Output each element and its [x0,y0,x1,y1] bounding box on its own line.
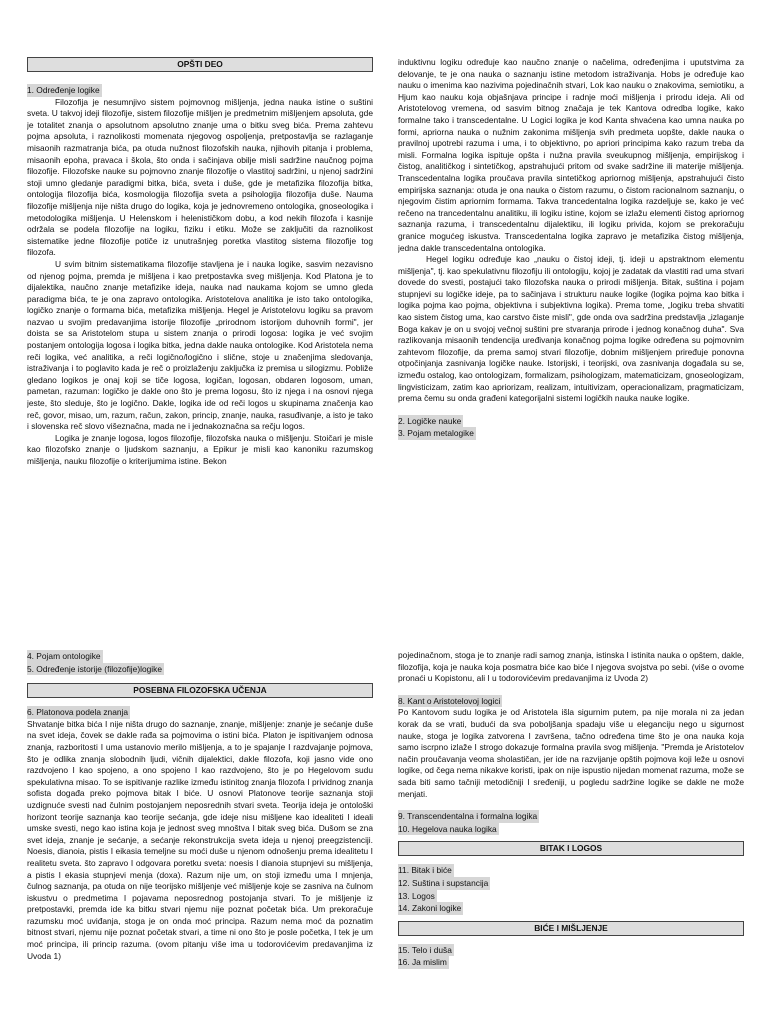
page2-left-column [27,650,373,1024]
heading-sustina-i-supstancija: 12. Suština i supstancija [398,877,489,888]
paragraph: Logika je znanje logosa, logos filozofije, filozofska nauka o mišljenju. Stoičari je misle kao filozofsko znanje o ljudskom saznanju, a Epikur je misli kao kanoniku razumskog mišljenja, nauku filozofije o kriterijumima istine. Bekon [27,432,373,466]
paragraph: Po Kantovom sudu logika je od Aristotela išla sigurnim putem, pa nije morala ni za jedan korak da se vrati, budući da sva poboljšanja spadaju više u eleganciju nego u sigurnost nauke, stoga je logika zatvorena I završena, tačno određena time što je ona nauka koja samo iscrpno izlaže I strogo dokazuje formalna pravila svog mišljenja. "Premda je Aristotelov način proučavanja veoma sholastičan, jer ide na razvijanje opštih pojmova koji leže u osnovi logike, od čega nema nikakve koristi, ipak on nije ispustio nijedan momenat razuma, može se sada biti samo tačniji metodičniji I sređeniji, u pogledu sadržine logike se dakle ne može menjati. [398,707,744,799]
paragraph: Shvatanje bitka bića I nije ništa drugo do saznanje, znanje, mišljenje: znanje je sećanje duše na svet ideja, čovek se dakle rađa sa pojmovima o istini bića. Platon je ispitivanjem odnosa znanja, razboritosti I uma ustanovio merilo mišljenja, a to je spajanje I razdvajanje pojmova, što je odlika znanja slobodnih ljudi, vičnih dijalektici, dakle filozofa, koji jasno vide ono razdvojeno I kao spojeno, a ono spojeno I kao razdvojeno, što je po Hegelovom sudu spekulativna misao. To se ispitivanje razlike između istinitog znanja filozofa I prividnog znanja sofista događa preko pojmova bitak I biće. U osnovi Platonove teorije saznanja stoji uzdignuće svesti nad čulnim postojanjem neposrednih stvari sveta. Teorija ideja je ontološki horizont teorije saznanja kao teorije sećanja, gde ideje nisu mišljene kao idealiteti I ideali umske svesti, nego kao istina koja je jednost sveg mnoštva I bitak sveg bića. Dušom se zna svet ideja, znanje je sećanje, a sećanje rekonstrukcija sveta ideja u njenoj preegzistenciji. Noesis, dianoia, pistis I eikasia temeljne su moći duše u njenom odnošenju prema idealitetu I realitetu sveta. što zapravo I odgovara poretku sveta: noesis I dianoia stupnjevi su mišljenja, a pistis I ekasia stupnjevi menja (doxa). Razum nije um, on stoji između uma I mnjenja, čulnog saznanja, pa otuda on nije teorijsko mišljenje već mišljenje koje se zasniva na čulnom iskustvu o predmetima I pojavama neposrednog postojanja stvari. To je mišljenje iz pretpostavki, premda ide ka bitku stvari njemu nije poznat početak bića. Um prekoračuje razumsku moć uviđanja, stoga je on onda moć principa. Razum nema moć da poznatim bitnost stvari, njemu nije poznat početak stvari, a time ni ono što je posle početka, I tek je um moć principa, ili princip razuma. (ovom pitanju više ima u todorovićevim predavanjima iz Uvoda 1) [27,718,373,961]
paragraph: Filozofija je nesumnjivo sistem pojmovnog mišljenja, jedna nauka istine o suštini sveta. U takvoj ideji filozofije, sistem filozofije mišljen je predmetnim mišljenjem apsoluta, gde je totalitet znanja o apsolutnom apsolutno znanje uma o bitku sveg bića. Prema zahtevu pojma apsoluta, i raznolikosti momenata njegovog ospoljenja, pretpostavlja se razlaganje misaonih razmatranja bića, pa otuda nužnost filozofskih nauka, njihovih pitanja i problema, misaonih epoha, pravaca i škola, što onda i sačinjava obilje misli sadržine naučnog pojma filozofije. Filozofske nauke su pojmovno znanje filozofije o vlastitoj sadržini, u njenoj sadržini stoji umno gledanje paradigmi bitka, bića, sveta i duše, gde je metafizika filozofija bitka, ontologija filozofija bića, kosmologija filozofija sveta a psihologija filozofija duše. Nauma filozofije mišljenja nije ništa drugo do logika, koja je jednovremeno ontologika, gnoseologika i metodologika mišljenja. U Helenskom i helenističkom dobu, a kod nekih filozofa i kasnije održala se podela filozofije na logiku, fiziku i etiku. Može se zaključiti da raznolikost sistematike jedne filozofije potiče iz unutrašnjeg poretka vlastitog sistema filozofije tog filozofa. [27,96,373,258]
heading-hegelova-nauka-logika: 10. Hegelova nauka logika [398,823,497,834]
heading-bitak-i-bice: 11. Bitak i biće [398,865,452,876]
section-title-posebna-ucenja: POSEBNA FILOZOFSKA UČENJA [27,683,373,698]
section-title-bice-i-misljenje: BIĆE I MIŠLJENJE [398,921,744,936]
section-title-opsti-deo: OPŠTI DEO [27,57,373,72]
heading-telo-i-dusa: 15. Telo i duša [398,944,452,955]
page1-left-column [27,57,373,468]
paragraph: induktivnu logiku određuje kao naučno znanje o načelima, određenjima i uputstvima za delovanje, te je ona nauka o saznanju istine metodom istraživanja. Hobs je određuje kao nauku o imenima kao nazivima pojedinačnih stvari, Lok kao nauku o znakovima, semiotiku, a Hjum kao nauku koja objašnjava principe i radnje moći mišljenja i prirodu ideja. Ali od Aristotelovog vremena, od sasvim bitnog značaja je tek Kantova odredba logike, kako formalne tako i transcedentalne. U Logici logika je kod Kanta shvaćena kao umna nauka po formi, apriorna nauka o nužnim zakonima mišljenja svih predmeta uopšte, dakle nauka o pravilnoj upotrebi razuma i uma, i to objektivno, po apriori principima kako razum treba da misli. Formalna logika ispituje opšta i nužna pravila sveukupnog mišljenja, empirijskog i čistog, analitičkog i sintetičkog, apstrahujući pritom od svake sadržine ili materije mišljenja. Transcedentalna logika proučava pravila sintetičkog apriornog mišljenja, apstrahujući čisto empirijska saznanja: otuda je ona nauka o čistom razumu, o čistom racionalnom saznanju, o njegovim čistim apriornim formama. Takva trancedentalna logika razdeljuje se, kako je već rečeno na trancedentalnu analitiku, ili logiku istine, kojom se izlažu elementi čistog apriornog saznanja razuma, i transcedentalnu dijalektiku, ili logiku privida, kojom se prekoračuju granice mogućeg iskustva. Transcedentalna logika zapravo je metafizika čistog mišljenja, jedna dakle transcedentalna ontologika. [398,57,744,253]
paragraph: U svim bitnim sistematikama filozofije stavljena je i nauka logike, sasvim nezavisno od njenog pojma, premda je mišljena i kao pretpostavka sveg mišljenja. Kod Platona je to dijalektika, naučno znanje metafizike ideja, nauka nad naukama kojom se umno gleda paradigma bića, te je ona zapravo ontologika. Aristotelova analitika je isto tako ontologika, logičko znanje o formama bića, metafizika mišljenja. Hegel je Aristotelovu logiku sa pravom nazvao u svojim predavanjima istorije filozofije „prirodnom istorijom duhovnih formi", jer doista se sa Aristotelom stupa u sistem znanja o prirodi logosa: logika je već svojim postanjem ontologija logosa i logika bitka, jedna dakle nauka ontologike. Kod Aristotela nema reči logika, već analitika, a reči logično/logično i slične, stoje u značenjima sledovanja, istraživanja i to poglavito kada je reč o proizlaženju zaključka iz premisa u silogizmu. Pobliže gledano logikos je onaj koji se tiče logosa, logičan, logosan, obdaren logosom, uman, pametan, razuman: logičko je dakle ono što je prema logosu, što iz njega i na osnovi njega jeste, što sleduje, što je logično. Dakle, logika ide od reči logos u skupinama značenja kao reč, govor, misao, um, razum, račun, zakon, princip, znanje, nauka, rasuđivanje, a isto je tako i slovenska reč slovo višeznačna, mada ne i jednakoznačna sa rečju logos. [27,258,373,432]
section-title-bitak-i-logos: BITAK I LOGOS [398,841,744,856]
paragraph: pojedinačnom, stoga je to znanje radi samog znanja, istinska I istinita nauka o opštem, dakle, filozofija, koja je nauka koja posmatra biće kao biće I njegova svojstva po sebi. (više o ovome pronaći u Kopistonu, ali I u todorovićevim predavanjima iz Uvoda 2) [398,650,744,684]
heading-pojam-ontologike: 4. Pojam ontologike [27,651,101,661]
heading-odredjenje-istorije-logike: 5. Određenje istorije (filozofije)logike [27,663,162,674]
page1-right-column [398,57,744,440]
page2-right-column [398,650,744,1024]
heading-kant-o-aristotelovoj-logici: 8. Kant o Aristotelovoj logici [398,695,501,706]
paragraph: Hegel logiku određuje kao „nauku o čistoj ideji, tj. ideji u apstraktnom elementu mišljenja", tj. kao spekulativnu filozofiju ili ontologiju, kojoj je zadatak da vlastiti rad uma stvari dovede do svesti, postajući tako filozofska nauka o prirodi mišljenja. Bitak, suština i pojam stupnjevi su logičke ideje, pa to sačinjava i strukturu nauke logike (logika pojma kao bitka i logika pojma kao pojma, objektivna i subjektivna logika). Prema tome, „logiku treba shvatiti kao sistem čistog uma, kao carstvo čiste misli", gde onda ova sadržina predstavlja „izlaganje Boga kakav je on u svojoj večnoj suštini pre stvaranja prirode i jednog konačnog duha". Sva razlikovanja misaonih tendencija uređivanja konačnog pojma logike određena su pojmovnim zahtevom filozofije, da prema samoj stvari filozofije, dobnim mišljenjem priređuje ponovna otpočinjanja zasnivanja logičke nauke. Istorijski, i teorijski, ova zasnivanja događala su se, između ostalog, kao ontologizam, formalizam, psihologizam, matematicizam, gnoseologizam, lingvisticizam, zatim kao apriorizam, realizam, intuitivizam, operacionalizam, pragmaticizam, prema čemu su onda građeni kategorijalni sistemi logičkih nauka nauke logike. [398,254,744,404]
heading-logos: 13. Logos [398,890,435,901]
heading-logicke-nauke: 2. Logičke nauke [398,415,462,426]
heading-pojam-metalogike: 3. Pojam metalogike [398,428,474,439]
heading-ja-mislim: 16. Ja mislim [398,957,447,968]
heading-odredjenje-logike: 1. Određenje logike [27,85,100,95]
heading-zakoni-logike: 14. Zakoni logike [398,903,462,914]
heading-transcendentalna-logika: 9. Transcendentalna i formalna logika [398,811,538,822]
heading-platonova-podela-znanja: 6. Platonova podela znanja [27,707,129,718]
